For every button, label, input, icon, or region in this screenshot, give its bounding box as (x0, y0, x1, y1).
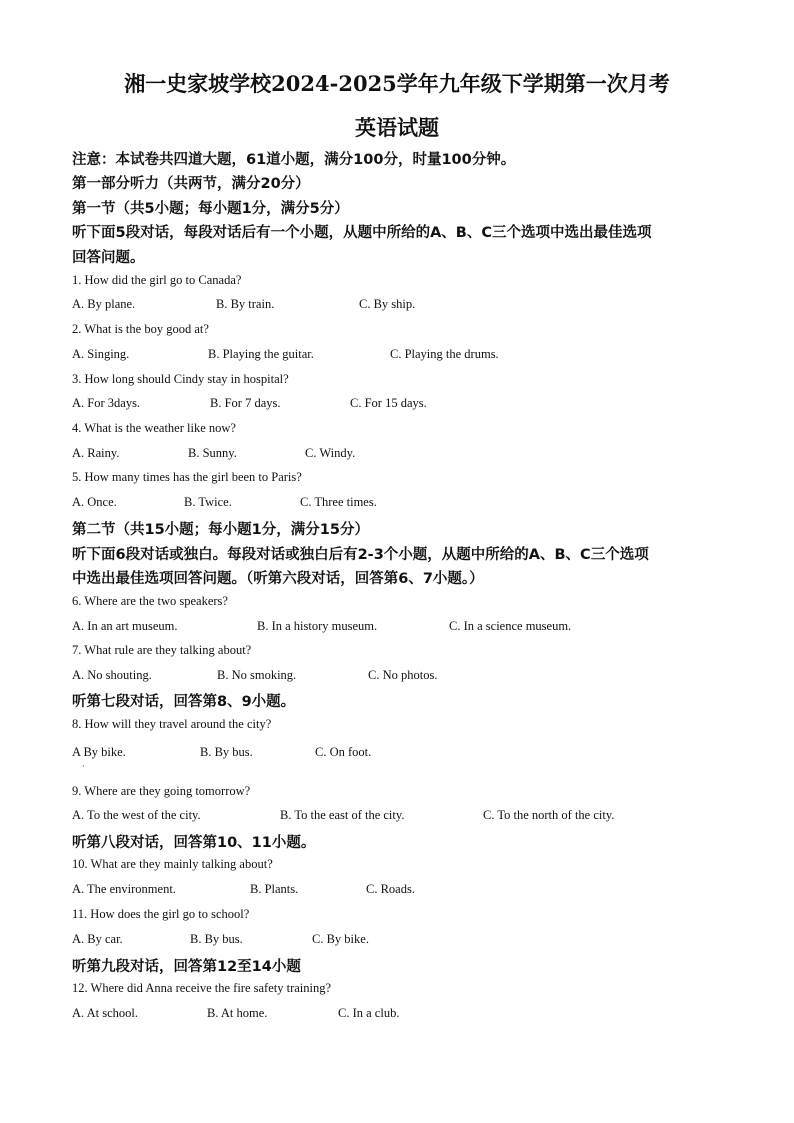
section-one-instructions-1: 听下面5段对话，每段对话后有一个小题，从题中所给的A、B、C三个选项中选出最佳选项 (72, 225, 652, 241)
option-a: A. In an art museum. (72, 619, 178, 633)
dialogue-nine-heading: 听第九段对话，回答第12至14小题 (72, 959, 301, 975)
option-b: B. By bus. (190, 932, 243, 946)
exam-notice: 注意：本试卷共四道大题，61道小题，满分100分，时量100分钟。 (72, 152, 516, 168)
option-c: C. For 15 days. (350, 396, 427, 410)
question-text: 3. How long should Cindy stay in hospital? (72, 372, 289, 386)
option-a: A. The environment. (72, 882, 176, 896)
question-text: 10. What are they mainly talking about? (72, 857, 273, 871)
option-a: A By bike. (72, 745, 126, 759)
option-c: C. No photos. (368, 668, 438, 682)
section-one-instructions-2: 回答问题。 (72, 250, 145, 266)
option-b: B. For 7 days. (210, 396, 281, 410)
option-b: B. Sunny. (188, 446, 237, 460)
option-a: A. Singing. (72, 347, 130, 361)
stray-dot: · (82, 762, 85, 771)
option-b: B. At home. (207, 1006, 268, 1020)
option-a: A. At school. (72, 1006, 138, 1020)
option-a: A. To the west of the city. (72, 808, 201, 822)
option-c: C. Roads. (366, 882, 415, 896)
option-b: B. By bus. (200, 745, 253, 759)
option-c: C. To the north of the city. (483, 808, 615, 822)
section-two-instructions-2: 中选出最佳选项回答问题。（听第六段对话，回答第6、7小题。） (72, 571, 484, 587)
section-one-heading: 第一节（共5小题；每小题1分，满分5分） (72, 201, 349, 217)
option-b: B. In a history museum. (257, 619, 378, 633)
question-text: 6. Where are the two speakers? (72, 594, 228, 608)
option-a: A. Rainy. (72, 446, 120, 460)
dialogue-seven-heading: 听第七段对话，回答第8、9小题。 (72, 694, 296, 710)
question-text: 2. What is the boy good at? (72, 322, 209, 336)
option-a: A. For 3days. (72, 396, 141, 410)
question-text: 1. How did the girl go to Canada? (72, 273, 242, 287)
option-b: B. No smoking. (217, 668, 297, 682)
option-c: C. In a club. (338, 1006, 400, 1020)
subject-title: 英语试题 (355, 115, 439, 140)
section-two-heading: 第二节（共15小题；每小题1分，满分15分） (72, 522, 369, 538)
option-c: C. Three times. (300, 495, 377, 509)
option-c: C. By ship. (359, 297, 416, 311)
question-text: 11. How does the girl go to school? (72, 907, 250, 921)
option-b: B. Playing the guitar. (208, 347, 314, 361)
option-b: B. To the east of the city. (280, 808, 405, 822)
option-b: B. By train. (216, 297, 275, 311)
part-one-heading: 第一部分听力（共两节，满分20分） (72, 176, 310, 192)
question-text: 8. How will they travel around the city? (72, 717, 272, 731)
option-a: A. Once. (72, 495, 117, 509)
option-a: A. No shouting. (72, 668, 152, 682)
section-two-instructions-1: 听下面6段对话或独白。每段对话或独白后有2-3个小题，从题中所给的A、B、C三个选项 (72, 547, 649, 563)
question-text: 5. How many times has the girl been to Paris? (72, 470, 302, 484)
option-c: C. In a science museum. (449, 619, 572, 633)
option-a: A. By car. (72, 932, 123, 946)
school-title: 湘一史家坡学校2024-2025学年九年级下学期第一次月考 (124, 71, 670, 96)
question-text: 9. Where are they going tomorrow? (72, 784, 251, 798)
question-text: 7. What rule are they talking about? (72, 643, 252, 657)
option-a: A. By plane. (72, 297, 136, 311)
option-b: B. Twice. (184, 495, 232, 509)
option-c: C. Playing the drums. (390, 347, 499, 361)
option-c: C. By bike. (312, 932, 369, 946)
option-c: C. On foot. (315, 745, 372, 759)
option-b: B. Plants. (250, 882, 299, 896)
question-text: 12. Where did Anna receive the fire safety training? (72, 981, 332, 995)
question-text: 4. What is the weather like now? (72, 421, 236, 435)
dialogue-eight-heading: 听第八段对话，回答第10、11小题。 (72, 835, 316, 851)
option-c: C. Windy. (305, 446, 356, 460)
